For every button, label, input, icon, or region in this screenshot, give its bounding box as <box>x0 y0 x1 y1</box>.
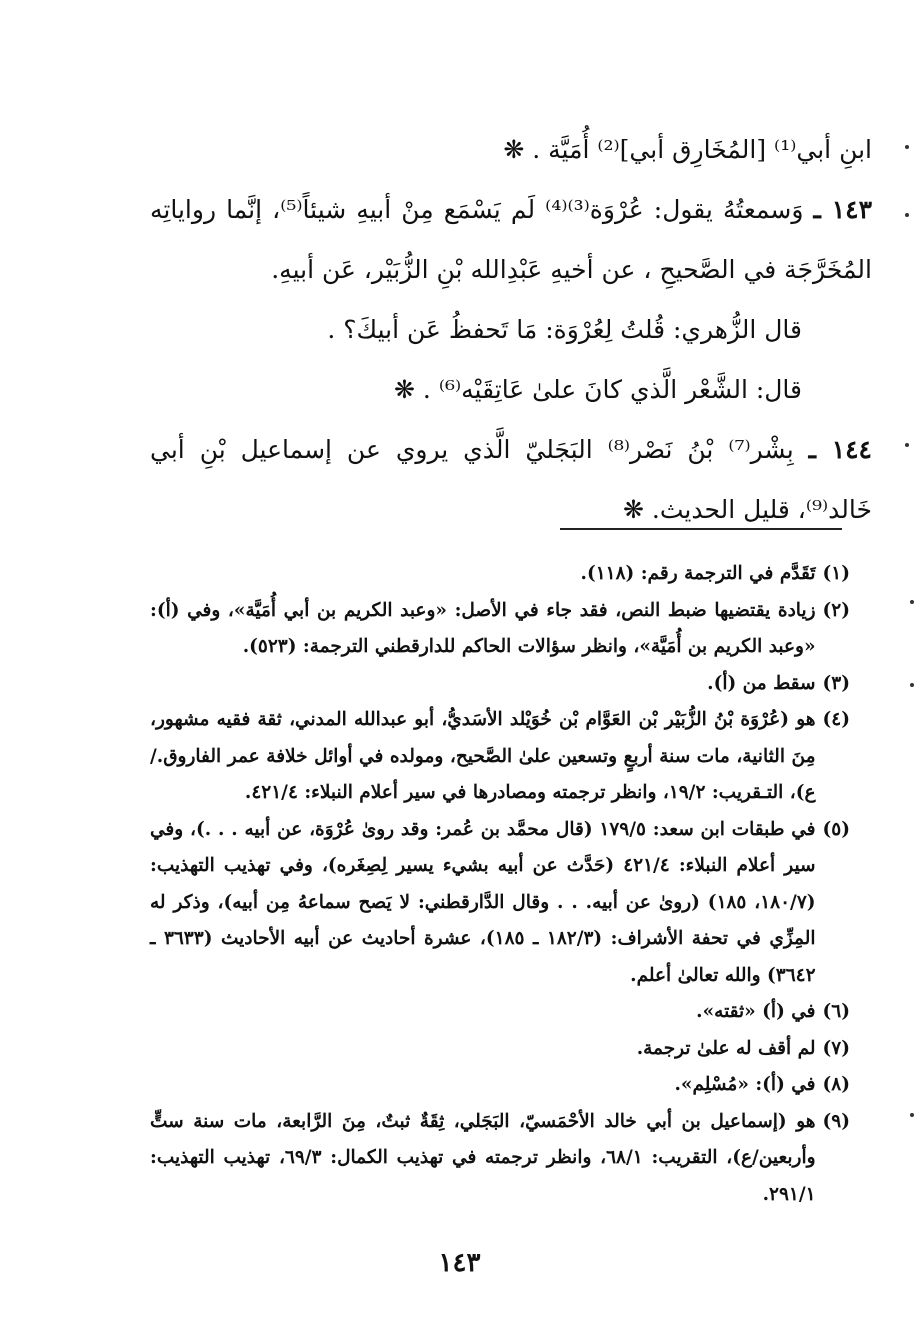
entry-text: بِشْر⁽⁷⁾ بْنُ نَصْر⁽⁸⁾ البَجَليّ الَّذي يروي عن إسماعيل بْنِ أبي خَالد⁽⁹⁾، قليل الحديث. ❋ <box>150 435 872 524</box>
footnote <box>150 1104 850 1214</box>
footnote-text: لم أقف له علىٰ ترجمة. <box>636 1037 816 1059</box>
footnote <box>150 556 850 593</box>
footnote-mark: (٦) <box>822 1001 850 1022</box>
footnote-mark: (٧) <box>822 1037 850 1059</box>
footnote-text: هو (إسماعيل بن أبي خالد الأحْمَسيّ، البَجَلي، ثِقَةٌ ثبتٌ، مِنَ الرَّابعة، مات سنة ستٍّ وأربعين/ع)، التقريب: ٦٨/١، وانظر ترجمته في تهذيب الكمال: ٦٩/٣، تهذيب التهذيب: ٢٩١/١. <box>150 1110 816 1205</box>
margin-dot <box>910 1113 914 1117</box>
footnote-mark: (٤) <box>822 709 850 730</box>
footnote-mark: (٢) <box>822 599 850 621</box>
footnote-text: في (أ) «ثقته». <box>696 1001 816 1022</box>
entry-143 <box>150 180 872 300</box>
page-number: ١٤٣ <box>438 1248 481 1278</box>
entry-text: وَسمعتُهُ يقول: عُرْوَة⁽³⁾⁽⁴⁾ لَم يَسْمَع مِنْ أبيهِ شيئاً⁽⁵⁾، إنَّما رواياتِه المُخَرَّجَة في الصَّحيحِ ، عن أخيهِ عَبْدِالله بْنِ الزُّبَيْر، عَن أبيهِ. <box>150 195 872 284</box>
footnote-divider <box>560 528 842 530</box>
footnote-text: في طبقات ابن سعد: ١٧٩/٥ (قال محمَّد بن عُمر: وقد روىٰ عُرْوَة، عن أبيه . . .)، وفي سير أعلام النبلاء: ٤٢١/٤ (حَدَّث عن أبيه بشيء يسير لِصِغَره)، وفي تهذيب التهذيب: (١٨٠/٧، ١٨٥) (روىٰ عن أبيه. . . وقال الدَّارقطني: لا يَصح سماعهُ مِن أبيه)، وذكر له المِزِّي في تحفة الأشراف: (١٨٢/٣ ـ ١٨٥)، عشرة أحاديث عن أبيه الأحاديث (٣٦٣٣ ـ ٣٦٤٢) والله تعالىٰ أعلم. <box>150 818 816 986</box>
main-text <box>150 120 872 540</box>
footnote-mark: (٣) <box>822 672 850 694</box>
entry-144 <box>150 420 872 540</box>
footnotes <box>150 556 850 1213</box>
footnote <box>150 1067 850 1104</box>
footnote <box>150 666 850 703</box>
footnote <box>150 593 850 666</box>
footnote <box>150 812 850 995</box>
entry-number: ١٤٣ ـ <box>813 195 873 224</box>
footnote-text: زيادة يقتضيها ضبط النص، فقد جاء في الأصل: «وعبد الكريم بن أبي أُمَيَّة»، وفي (أ): «وعبد الكريم بن أُمَيَّة»، وانظر سؤالات الحاكم للدارقطني الترجمة: (٥٢٣). <box>150 599 816 657</box>
footnote-mark: (٥) <box>822 818 850 840</box>
margin-dot <box>910 683 914 687</box>
zuhri-question: قال الزُّهري: قُلتُ لِعُرْوَة: مَا تَحفظُ عَن أبيكَ؟ . <box>327 315 802 344</box>
footnote-text: تَقَدَّم في الترجمة رقم: (١١٨). <box>580 563 816 584</box>
footnote <box>150 702 850 812</box>
margin-dot <box>905 213 909 217</box>
footnote-text: هو (عُرْوَة بْنُ الزُّبَيْر بْن العَوَّام بْن خُوَيْلد الأسَديُّ، أبو عبدالله المدني، ثقة فقيه مشهور، مِنَ الثانية، مات سنة أربعٍ وتسعين علىٰ الصَّحيح، ومولده في أوائل خلافة عمر الفاروق./ع)، التـقريب: ١٩/٢، وانظر ترجمته ومصادرها في سير أعلام النبلاء: ٤٢١/٤. <box>150 709 816 803</box>
footnote-text: سقط من (أ). <box>707 672 816 694</box>
footnote-mark: (١) <box>822 563 850 584</box>
line-continuation: ابنِ أبي⁽¹⁾ [المُخَارِق أبي]⁽²⁾ أُمَيَّة . ❋ <box>503 135 872 164</box>
footnote-mark: (٨) <box>822 1074 850 1095</box>
footnote-text: في (أ): «مُسْلِم». <box>674 1074 816 1095</box>
urwa-answer: قال: الشَّعْر الَّذي كانَ علىٰ عَاتِقَيْه⁽⁶⁾ . ❋ <box>394 375 802 404</box>
footnote-mark: (٩) <box>822 1110 850 1132</box>
footnote <box>150 1031 850 1068</box>
margin-dot <box>905 145 909 149</box>
margin-dot <box>905 443 909 447</box>
margin-dot <box>910 600 914 604</box>
footnote <box>150 994 850 1031</box>
entry-number: ١٤٤ ـ <box>808 435 872 464</box>
